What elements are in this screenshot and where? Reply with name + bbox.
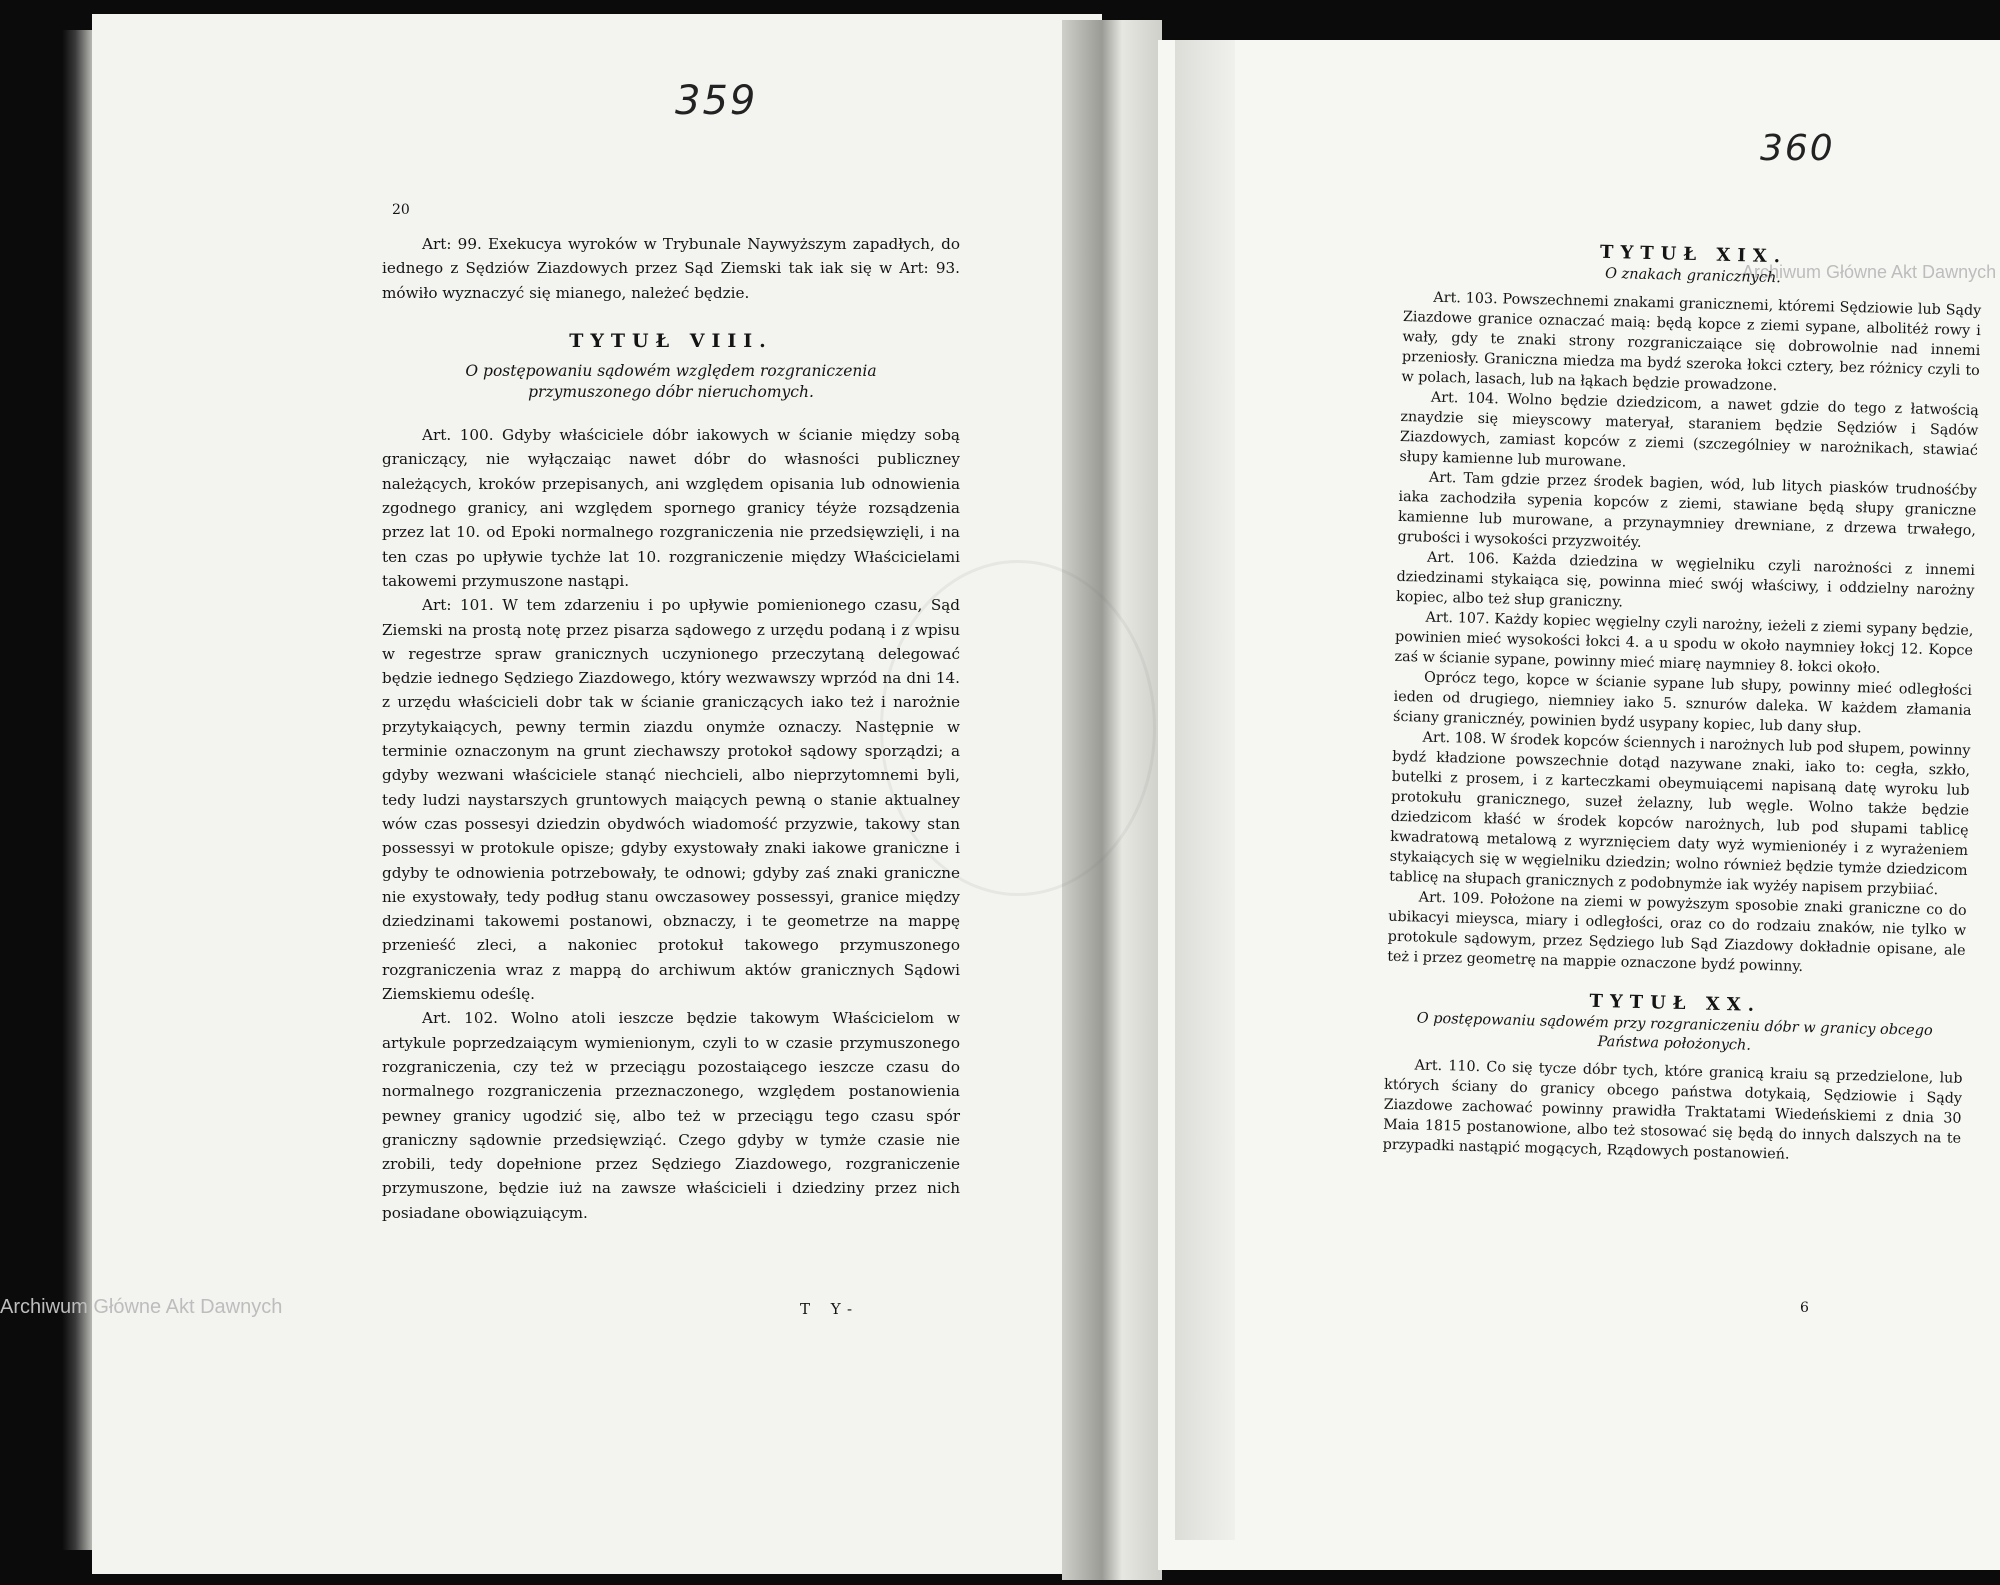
article-100: Art. 100. Gdyby właściciele dóbr iakowych w ścianie między sobą graniczący, nie wyłączaiąc nawet dóbr do własności publiczney należących, kroków przepisanych, ani względem opisania lub odnowienia zgodnego granicy, ani względem spornego granicy téyże rozsądzenia przez lat 10. od Epoki normalnego rozgraniczenia nie przedsięwzięli, i na ten czas po upływie tychże lat 10. rozgraniczenie między Właścicielami takowemi przymuszone nastąpi. xyxy=(382,426,960,590)
title-xx-subtitle: O postępowaniu sądowém przy rozgraniczeniu dóbr w granicy obcego Państwa położonych. xyxy=(1416,1010,1933,1054)
article-104: Art. 104. Wolno będzie dziedzicom, a nawet gdzie do tego z łatwością znaydzie się mieyscowy materyał, staraniem będzie Sędziów i Sądów Ziazdowych, zamiast kopców z ziemi (szczególniey w narożnikach, stawiać słupy kamienne lub murowane. xyxy=(1399,389,1979,471)
title-xx: TYTUŁ XX. xyxy=(1589,990,1762,1016)
article-110: Art. 110. Co się tycze dóbr tych, które granicą kraiu są przedzielone, lub których ściany do granicy obcego państwa dotykaią, Sędziowie i Sądy Ziazdowe zachować powinny prawidła Traktatami Wiedeńskiemi z dnia 30 Maia 1815 postanowione, albo też stosować się będą do innych dalszych na te przypadki nastąpić mogących, Rządowych postanowień. xyxy=(1382,1057,1963,1163)
article-99: Art: 99. Exekucya wyroków w Trybunale Naywyższym zapadłych, do iednego z Sędziów Ziazdowych przez Sąd Ziemski tak iak się w Art: 93. mówiło wyznaczyć się mianego, należeć będzie. xyxy=(382,235,960,302)
title-xix: TYTUŁ XIX. xyxy=(1599,241,1788,268)
article-108: Art. 108. W środek kopców ściennych i narożnych lub pod słupem, powinny bydź kładzione powszechnie dotąd nazywane znaki, iako to: cegła, szkło, butelki z prosem, i z karteczkami obeymuiącemi napisaną datę wyroku lub protokułu granicznego, suzeł żelazny, lub węgle. Wolno także będzie dziedzicom kłaść w środek kopców narożnych, lub pod słupami tablicę kwadratową metalową z wyrznięciem daty wyż wymienionéy i z wyrażeniem stykaiących się w węgielniku dziedzin; wolno również będzie tymże dziedzicom tablicę na słupach granicznych z podobnymże iak wyżéy napisem przybiiać. xyxy=(1389,729,1971,899)
article-106: Art. 106. Każda dziedzina w węgielniku czyli narożności z innemi dziedzinami stykaiąca się, powinna mieć swój właściwy, i oddzielny narożny kopiec, albo też słup graniczny. xyxy=(1395,549,1976,611)
article-103: Art. 103. Powszechnemi znakami granicznemi, któremi Sędziowie lub Sądy Ziazdowe granice oznaczać maią: będą kopce z ziemi sypane, albolitéż rowy i wały, gdy te znaki strony rozgraniczaiące się dobrowolnie nad innemi przeniosły. Graniczna miedza ma bydź szeroka łokci cztery, bez różnicy czyli to w polach, lasach, lub na łąkach będzie prowadzone. xyxy=(1401,289,1982,395)
article-107: Art. 107. Każdy kopiec węgielny czyli narożny, ieżeli z ziemi sypany będzie, powinien mieć wysokości łokci 4. a u spodu w około naymniey łokcj 12. Kopce zaś w ścianie sypane, powinny mieć miarę naymniey 8. łokci około. xyxy=(1394,609,1974,677)
left-page-text xyxy=(382,232,960,1225)
article-105: Art. Tam gdzie przez środek bagien, wód, lub litych piasków trudnośćby iaka zachodziła sypenia kopców z ziemi, stawiane będą słupy graniczne kamienne lub murowane, a przynaymniey drewniane, z drzewa trwałego, grubości i wysokości przyzwoitéy. xyxy=(1397,469,1978,551)
right-page-text xyxy=(1382,232,1982,1169)
article-102: Art. 102. Wolno atoli ieszcze będzie takowym Właścicielom w artykule poprzedzaiącym wymienionym, czyli to w czasie przymuszonego rozgraniczenia, czy też w przeciągu pozostaiącego ieszcze czasu do normalnego rozgraniczenia przeznaczonego, względem postanowienia pewney granicy ugodzić się, albo też w przeciągu tego czasu spór graniczny sądownie przedsięwziąć. Czego gdyby w tymże czasie nie zrobili, tedy dopełnione przez Sędziego Ziazdowego, rozgraniczenie przymuszone, będzie iuż na zawsze właścicieli i dziedziny przez nich posiadane obowiązuiącym. xyxy=(382,1009,960,1222)
title-viii-subtitle: O postępowaniu sądowém względem rozgraniczenia przymuszonego dóbr nieruchomych. xyxy=(465,362,877,402)
handwritten-folio-right: 360 xyxy=(1760,128,1835,169)
paper-strip xyxy=(1175,40,1235,1540)
article-101: Art: 101. W tem zdarzeniu i po upływie pomienionego czasu, Sąd Ziemski na prostą notę przez pisarza sądowego z urzędu podaną i z wpisu w regestrze spraw granicznych uczynionego przeczytaną delegować będzie iednego Sędziego Ziazdowego, który wezwawszy wprzód na dni 14. z urzędu właścicieli dobr tak w ścianie graniczących iako też i narożnie przytykaiących, pewny termin ziazdu onymże oznaczy. Następnie w terminie oznaczonym na grunt ziechawszy protokoł sądowy sporządzi; a gdyby wezwani właściciele stanąć niechcieli, albo nieprzytomnemi byli, tedy ludzi naystarszych gruntowych maiących pewną o stanie aktualney wów czas possesyi dziedzin obydwóch wiadomość przyzwie, takowy stan possessyi w protokule opisze; gdyby exystowały znaki iakowe graniczne i gdyby te odnowienia potrzebowały, te odnowi; gdyby zaś znaki graniczne nie exystowały, tedy podług stanu owczasowey possessyi, granice między dziedzinami takowemi postanowi, obznaczy, i te geometrze na mappę przenieść zleci, a nakoniec protokuł takowego przymuszonego rozgraniczenia wraz z mappą do archiwum aktów granicznych Sądowi Ziemskiemu odeślę. xyxy=(382,596,960,1004)
archive-watermark-right: Archiwum Główne Akt Dawnych xyxy=(1742,262,1997,282)
signature-mark: 6 xyxy=(1800,1300,1809,1316)
title-viii: TYTUŁ VIII. xyxy=(569,329,773,352)
handwritten-folio-left: 359 xyxy=(675,78,758,124)
catchword: T Y- xyxy=(800,1300,861,1318)
archive-watermark-left: Archiwum Główne Akt Dawnych xyxy=(0,1296,283,1318)
article-107-continued: Oprócz tego, kopce w ścianie sypane lub słupy, powinny mieć odległości ieden od drugiego, niemniey iako 5. sznurów daleka. W każdem złamania ściany granicznéy, powinien bydź usypany kopiec, lub dany słup. xyxy=(1392,669,1973,737)
title-xix-subtitle: O znakach granicznych. xyxy=(1604,265,1782,287)
page-number: 20 xyxy=(392,202,410,218)
article-109: Art. 109. Położone na ziemi w powyższym sposobie znaki graniczne co do ubikacyi mieysca, miary i odległości, oraz co do rodzaiu znaków, nie tylko w protokule sądowym, przez Sędziego lub Sąd Ziazdowy dokładnie opisane, ale też i przez geometrę na mappie oznaczone bydź powinny. xyxy=(1387,889,1967,975)
